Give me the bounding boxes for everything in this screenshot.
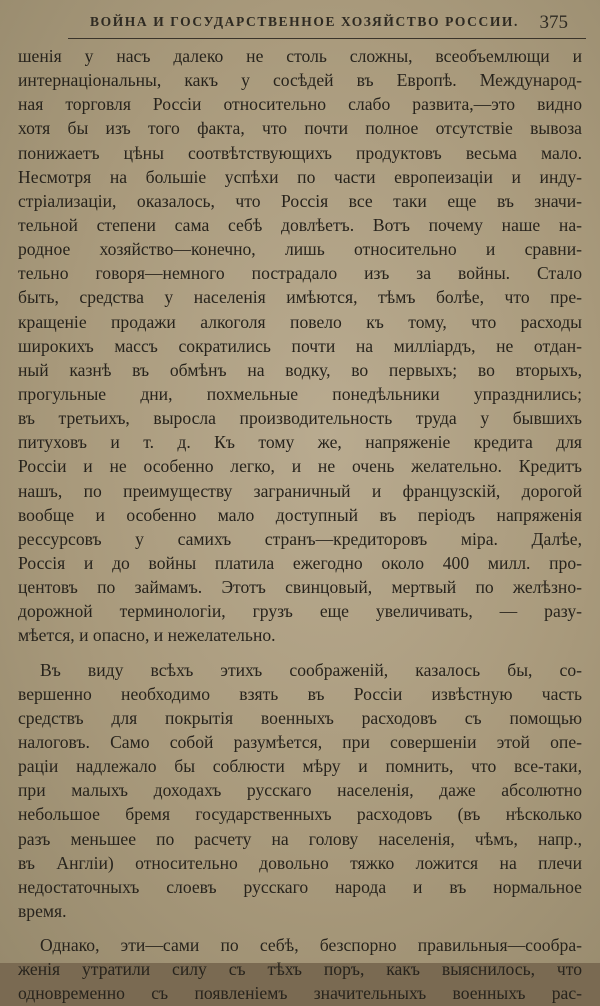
- text-line: время.: [18, 900, 67, 921]
- text-line: кращеніе продажи алкоголя повело къ тому, что расходы: [18, 311, 582, 332]
- text-line: ный казнѣ въ обмѣнъ на водку, во первыхъ; во вторыхъ,: [18, 359, 582, 380]
- text-line: родное хозяйство—конечно, лишь относительно и сравни-: [18, 239, 582, 260]
- text-line: при малыхъ доходахъ русскаго населенія, даже абсолютно: [18, 780, 582, 801]
- text-line: тельно говоря—немного пострадало изъ за войны. Стало: [18, 263, 582, 284]
- text-line: Несмотря на большіе успѣхи по части европеизаціи и инду-: [18, 166, 582, 187]
- text-line: налоговъ. Само собой разумѣется, при совершеніи этой опе-: [18, 731, 582, 752]
- text-line: широкихъ массъ сократились почти на милліардъ, не отдан-: [18, 335, 582, 356]
- text-line: Россія и до войны платила ежегодно около 400 милл. про-: [18, 552, 582, 573]
- text-line: прогульные дни, похмельные понедѣльники упразднились;: [18, 383, 582, 404]
- paragraph: [18, 658, 582, 924]
- text-line: женія утратили силу съ тѣхъ поръ, какъ выяснилось, что: [18, 959, 582, 980]
- text-line: раціи надлежало бы соблюсти мѣру и помнить, что все-таки,: [18, 756, 582, 777]
- text-line: небольшое бремя государственныхъ расходовъ (въ нѣсколько: [18, 804, 582, 825]
- text-line: мѣется, и опасно, и нежелательно.: [18, 625, 276, 646]
- text-line: разъ меньшее по расчету на голову населенія, чѣмъ, напр.,: [18, 828, 582, 849]
- paragraph: [18, 933, 582, 1005]
- text-line: стріализаціи, оказалось, что Россія все таки еще въ значи-: [18, 190, 582, 211]
- paragraph-gap: [18, 923, 582, 933]
- text-line: хотя бы изъ того факта, что почти полное отсутствіе вывоза: [18, 118, 582, 139]
- page-number: 375: [539, 12, 568, 33]
- text-line: нашъ, по преимуществу заграничный и французскій, дорогой: [18, 480, 582, 501]
- text-line: дорожной терминологіи, грузъ еще увеличивать, — разу-: [18, 601, 582, 622]
- text-line: интернаціональны, какъ у сосѣдей въ Европѣ. Международ-: [18, 70, 582, 91]
- text-line: центовъ по займамъ. Этотъ свинцовый, мертвый по желѣзно-: [18, 577, 582, 598]
- text-line: Однако, эти—сами по себѣ, безспорно правильныя—сообра-: [40, 935, 582, 956]
- text-line: питуховъ и т. д. Къ тому же, напряженіе кредита для: [18, 432, 582, 453]
- page-header: [70, 12, 580, 36]
- text-line: Россіи и не особенно легко, и не очень желательно. Кредитъ: [18, 456, 582, 477]
- text-line: тельной степени сама себѣ довлѣетъ. Вотъ почему наше на-: [18, 214, 582, 235]
- text-line: шенія у насъ далеко не столь сложны, всеобъемлющи и: [18, 46, 582, 66]
- paragraph: [18, 44, 582, 648]
- body-text: [18, 44, 582, 1005]
- text-line: рессурсовъ у самихъ странъ—кредиторовъ міра. Далѣе,: [18, 528, 582, 549]
- text-line: въ Англіи) относительно довольно тяжко ложится на плечи: [18, 852, 582, 873]
- text-line: вообще и особенно мало доступный въ періодъ напряженія: [18, 504, 582, 525]
- text-line: недостаточныхъ слоевъ русскаго народа и въ нормальное: [18, 876, 582, 897]
- text-line: быть, средства у населенія имѣются, тѣмъ болѣе, что пре-: [18, 287, 582, 308]
- text-line: средствъ для покрытія военныхъ расходовъ съ помощью: [18, 707, 582, 728]
- paragraph-gap: [18, 648, 582, 658]
- text-line: понижаетъ цѣны соотвѣтствующихъ продуктовъ весьма мало.: [18, 142, 582, 163]
- text-line: въ третьихъ, выросла производительность труда у бывшихъ: [18, 408, 582, 429]
- text-line: вершенно необходимо взять въ Россіи извѣстную часть: [18, 683, 582, 704]
- header-rule: [68, 38, 586, 39]
- text-line: одновременно съ появленіемъ значительныхъ военныхъ рас-: [18, 983, 582, 1004]
- text-line: Въ виду всѣхъ этихъ соображеній, казалось бы, со-: [40, 659, 582, 680]
- text-line: ная торговля Россіи относительно слабо развита,—это видно: [18, 94, 582, 115]
- running-title: ВОЙНА И ГОСУДАРСТВЕННОЕ ХОЗЯЙСТВО РОССИИ.: [90, 14, 519, 29]
